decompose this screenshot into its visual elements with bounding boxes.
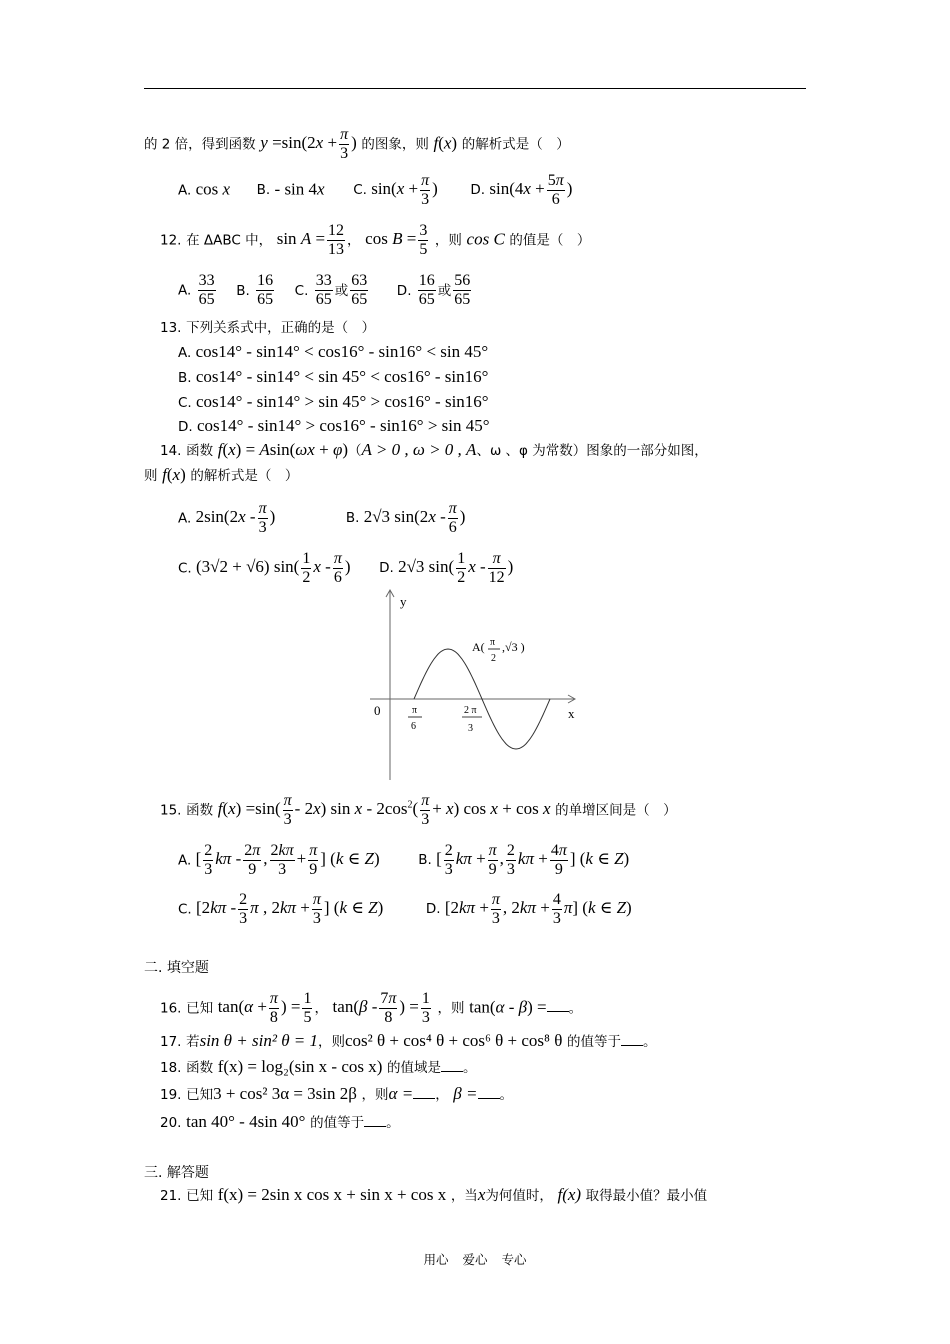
q15-options-ab: A. [ $\frac{2}{3}$ kπ - $\frac{2\pi}{9}$ , $\frac{2k\pi}{3}$ + $\frac{\pi}{9}$ ] (k ∈ Z) B. [ $\frac{2}{3}$ kπ + $\frac{\pi}{9}$ , $\frac{2}{3}$ kπ + $\frac{4\pi}{9}$ ] (k ∈ Z) [178,842,630,878]
section-answer-title: 三. 解答题 [144,1165,209,1181]
q13-option-a: A. cos14° - sin14° < cos16° - sin16° < sin 45° [178,342,489,361]
q12-cosB: cos B = $\frac{3}{5}$ [365,222,428,258]
q12-cosC: cos C [466,229,505,249]
svg-text:π: π [412,705,418,716]
q11-line [144,126,570,163]
page-footer: 用心 爱心 专心 [423,1252,527,1267]
q12-options: A. $\frac{33}{65}$ B. $\frac{16}{65}$ C. $\frac{33}{65}$ 或 $\frac{63}{65}$ D. $\frac{16}{65}$ 或 $\frac{56}{65}$ [178,272,473,309]
q16-blank [547,997,569,1012]
q14-stem: 14. 函数 f(x) = Asin(ωx + φ)（A > 0 , ω > 0 , A、ω 、φ 为常数）图象的一部分如图， [160,440,708,459]
svg-text:,√3 ): ,√3 ) [502,640,525,654]
svg-text:2 π: 2 π [464,705,477,716]
q15-option-b: [ $\frac{2}{3}$ kπ + $\frac{\pi}{9}$ , $\frac{2}{3}$ kπ + $\frac{4\pi}{9}$ ] (k ∈ Z) [436,842,630,878]
q15-option-c: [2kπ - $\frac{2}{3}$ π , 2kπ + $\frac{\pi}{3}$ ] (k ∈ Z) [196,891,384,927]
q15-func: f(x) =sin( $\frac{\pi}{3}$ - 2x) sin x - $2\cos^2$( $\frac{\pi}{3}$ + x) cos x + cos x [217,792,551,828]
origin-label: 0 [374,703,381,718]
q12-option-d: $\frac{16}{65}$ 或 $\frac{56}{65}$ [418,272,471,308]
point-a-label [472,637,525,664]
q12-option-a: $\frac{33}{65}$ [198,272,215,308]
q18-blank [441,1057,463,1072]
q15-option-a: [ $\frac{2}{3}$ kπ - $\frac{2\pi}{9}$ , $\frac{2k\pi}{3}$ + $\frac{\pi}{9}$ ] (k ∈ Z) [195,842,380,878]
tick-2pi-3 [462,705,482,734]
section-fill-blank-title: 二. 填空题 [144,960,209,976]
q11-ask: 的解析式是（ ） [461,136,570,153]
q11-intro: 的 2 倍，得到函数 [144,136,256,153]
y-label: y [400,594,407,609]
q20-blank [364,1112,386,1127]
q21: 21. 已知 f(x) = 2sin x cos x + sin x + cos x ，当x为何值时， f(x) 取得最小值？最小值 [160,1185,708,1204]
q11-func: y =sin(2x + $\frac{\pi}{3}$ ) [260,126,357,162]
q14-option-b: 2√3 sin(2x - $\frac{\pi}{6}$ ) [363,500,466,536]
svg-text:π: π [490,637,496,648]
header-rule [144,88,806,89]
q12-option-b: $\frac{16}{65}$ [257,272,274,308]
q13-stem: 13. 下列关系式中，正确的是（ ） [160,320,376,336]
q19: 19. 已知3 + cos² 3α = 3sin 2β ，则α = ， β = 。 [160,1084,513,1103]
q15-stem: 15. 函数 f(x) =sin( $\frac{\pi}{3}$ - 2x) sin x - $2\cos^2$( $\frac{\pi}{3}$ + x) cos x + cos x 的单增区间是（ ） [160,792,677,828]
q13-option-b: B. cos14° - sin14° < sin 45° < cos16° - sin16° [178,367,489,386]
q15-option-d: [2kπ + $\frac{\pi}{3}$ , 2kπ + $\frac{4}{3}$ π] (k ∈ Z) [444,891,632,927]
q17: 17. 若sin θ + sin² θ = 1，则cos² θ + cos⁴ θ + cos⁶ θ + cos⁸ θ 的值等于 。 [160,1031,657,1050]
svg-text:3: 3 [468,723,473,734]
svg-text:6: 6 [411,721,416,732]
q17-blank [621,1031,643,1046]
q18: 18. 函数 f(x) = log₂(sin x - cos x) 的值域是 。 [160,1057,477,1076]
q11-ending: 的图象，则 [361,136,429,153]
x-label: x [568,706,575,721]
q11-f: f(x) [433,133,458,153]
q14-stem-2: 则 f(x) 的解析式是（ ） [144,465,299,484]
q14-option-c: (3√2 + √6) sin( $\frac{1}{2}$ x - $\frac{\pi}{6}$ ) [196,550,351,586]
q11-options: A. cos x B. - sin 4x C. sin(x + $\frac{\pi}{3}$ ) D. sin(4x + $\frac{5\pi}{6}$ ) [178,172,573,208]
q14-options-ab: A. 2sin(2x - $\frac{\pi}{3}$ ) B. 2√3 sin(2x - $\frac{\pi}{6}$ ) [178,500,466,536]
q11-option-a: cos x [195,179,231,199]
q11-option-c: sin(x + $\frac{\pi}{3}$ ) [371,172,438,208]
svg-text:2: 2 [491,653,496,664]
q20: 20. tan 40° - 4sin 40° 的值等于 。 [160,1112,400,1131]
q12-text1: 在 ΔABC 中， [186,232,273,249]
q14-option-d: 2√3 sin( $\frac{1}{2}$ x - $\frac{\pi}{12}$ ) [398,550,514,586]
q14-options-cd: C. (3√2 + √6) sin( $\frac{1}{2}$ x - $\frac{\pi}{6}$ ) D. 2√3 sin( $\frac{1}{2}$ x - $\frac{\pi}{12}$ ) [178,550,514,586]
q19-blank-alpha [413,1084,435,1099]
q11-option-d: sin(4x + $\frac{5\pi}{6}$ ) [489,172,573,208]
q13-option-c: C. cos14° - sin14° > sin 45° > cos16° - sin16° [178,392,489,411]
sine-graph [360,585,600,785]
svg-text:A(: A( [472,640,485,654]
tick-pi-6 [408,705,422,732]
q14-option-a: 2sin(2x - $\frac{\pi}{3}$ ) [195,500,276,536]
q16: 16. 已知 tan(α + $\frac{\pi}{8}$ ) = $\frac{1}{5}$ ， tan(β - $\frac{7\pi}{8}$ ) = $\frac{1}{3}$ ，则 tan(α - β) = 。 [160,990,583,1026]
q13-option-d: D. cos14° - sin14° > cos16° - sin16° > sin 45° [178,416,490,435]
q14-func: f(x) = Asin(ωx + φ) [217,440,349,459]
q12-sinA: sin A = $\frac{12}{13}$ [276,222,345,258]
q14-cond: A > 0 , ω > 0 , A [361,440,477,459]
q12-option-c: $\frac{33}{65}$ 或 $\frac{63}{65}$ [315,272,368,308]
q15-options-cd: C. [2kπ - $\frac{2}{3}$ π , 2kπ + $\frac{\pi}{3}$ ] (k ∈ Z) D. [2kπ + $\frac{\pi}{3}$ , 2kπ + $\frac{4}{3}$ π] (k ∈ Z) [178,891,632,927]
q12-stem: 12. 在 ΔABC 中， sin A = $\frac{12}{13}$ ， cos B = $\frac{3}{5}$ ，则 cos C 的值是（ ） [160,222,591,258]
q11-option-b: - sin 4x [274,179,325,199]
q19-blank-beta [478,1084,500,1099]
